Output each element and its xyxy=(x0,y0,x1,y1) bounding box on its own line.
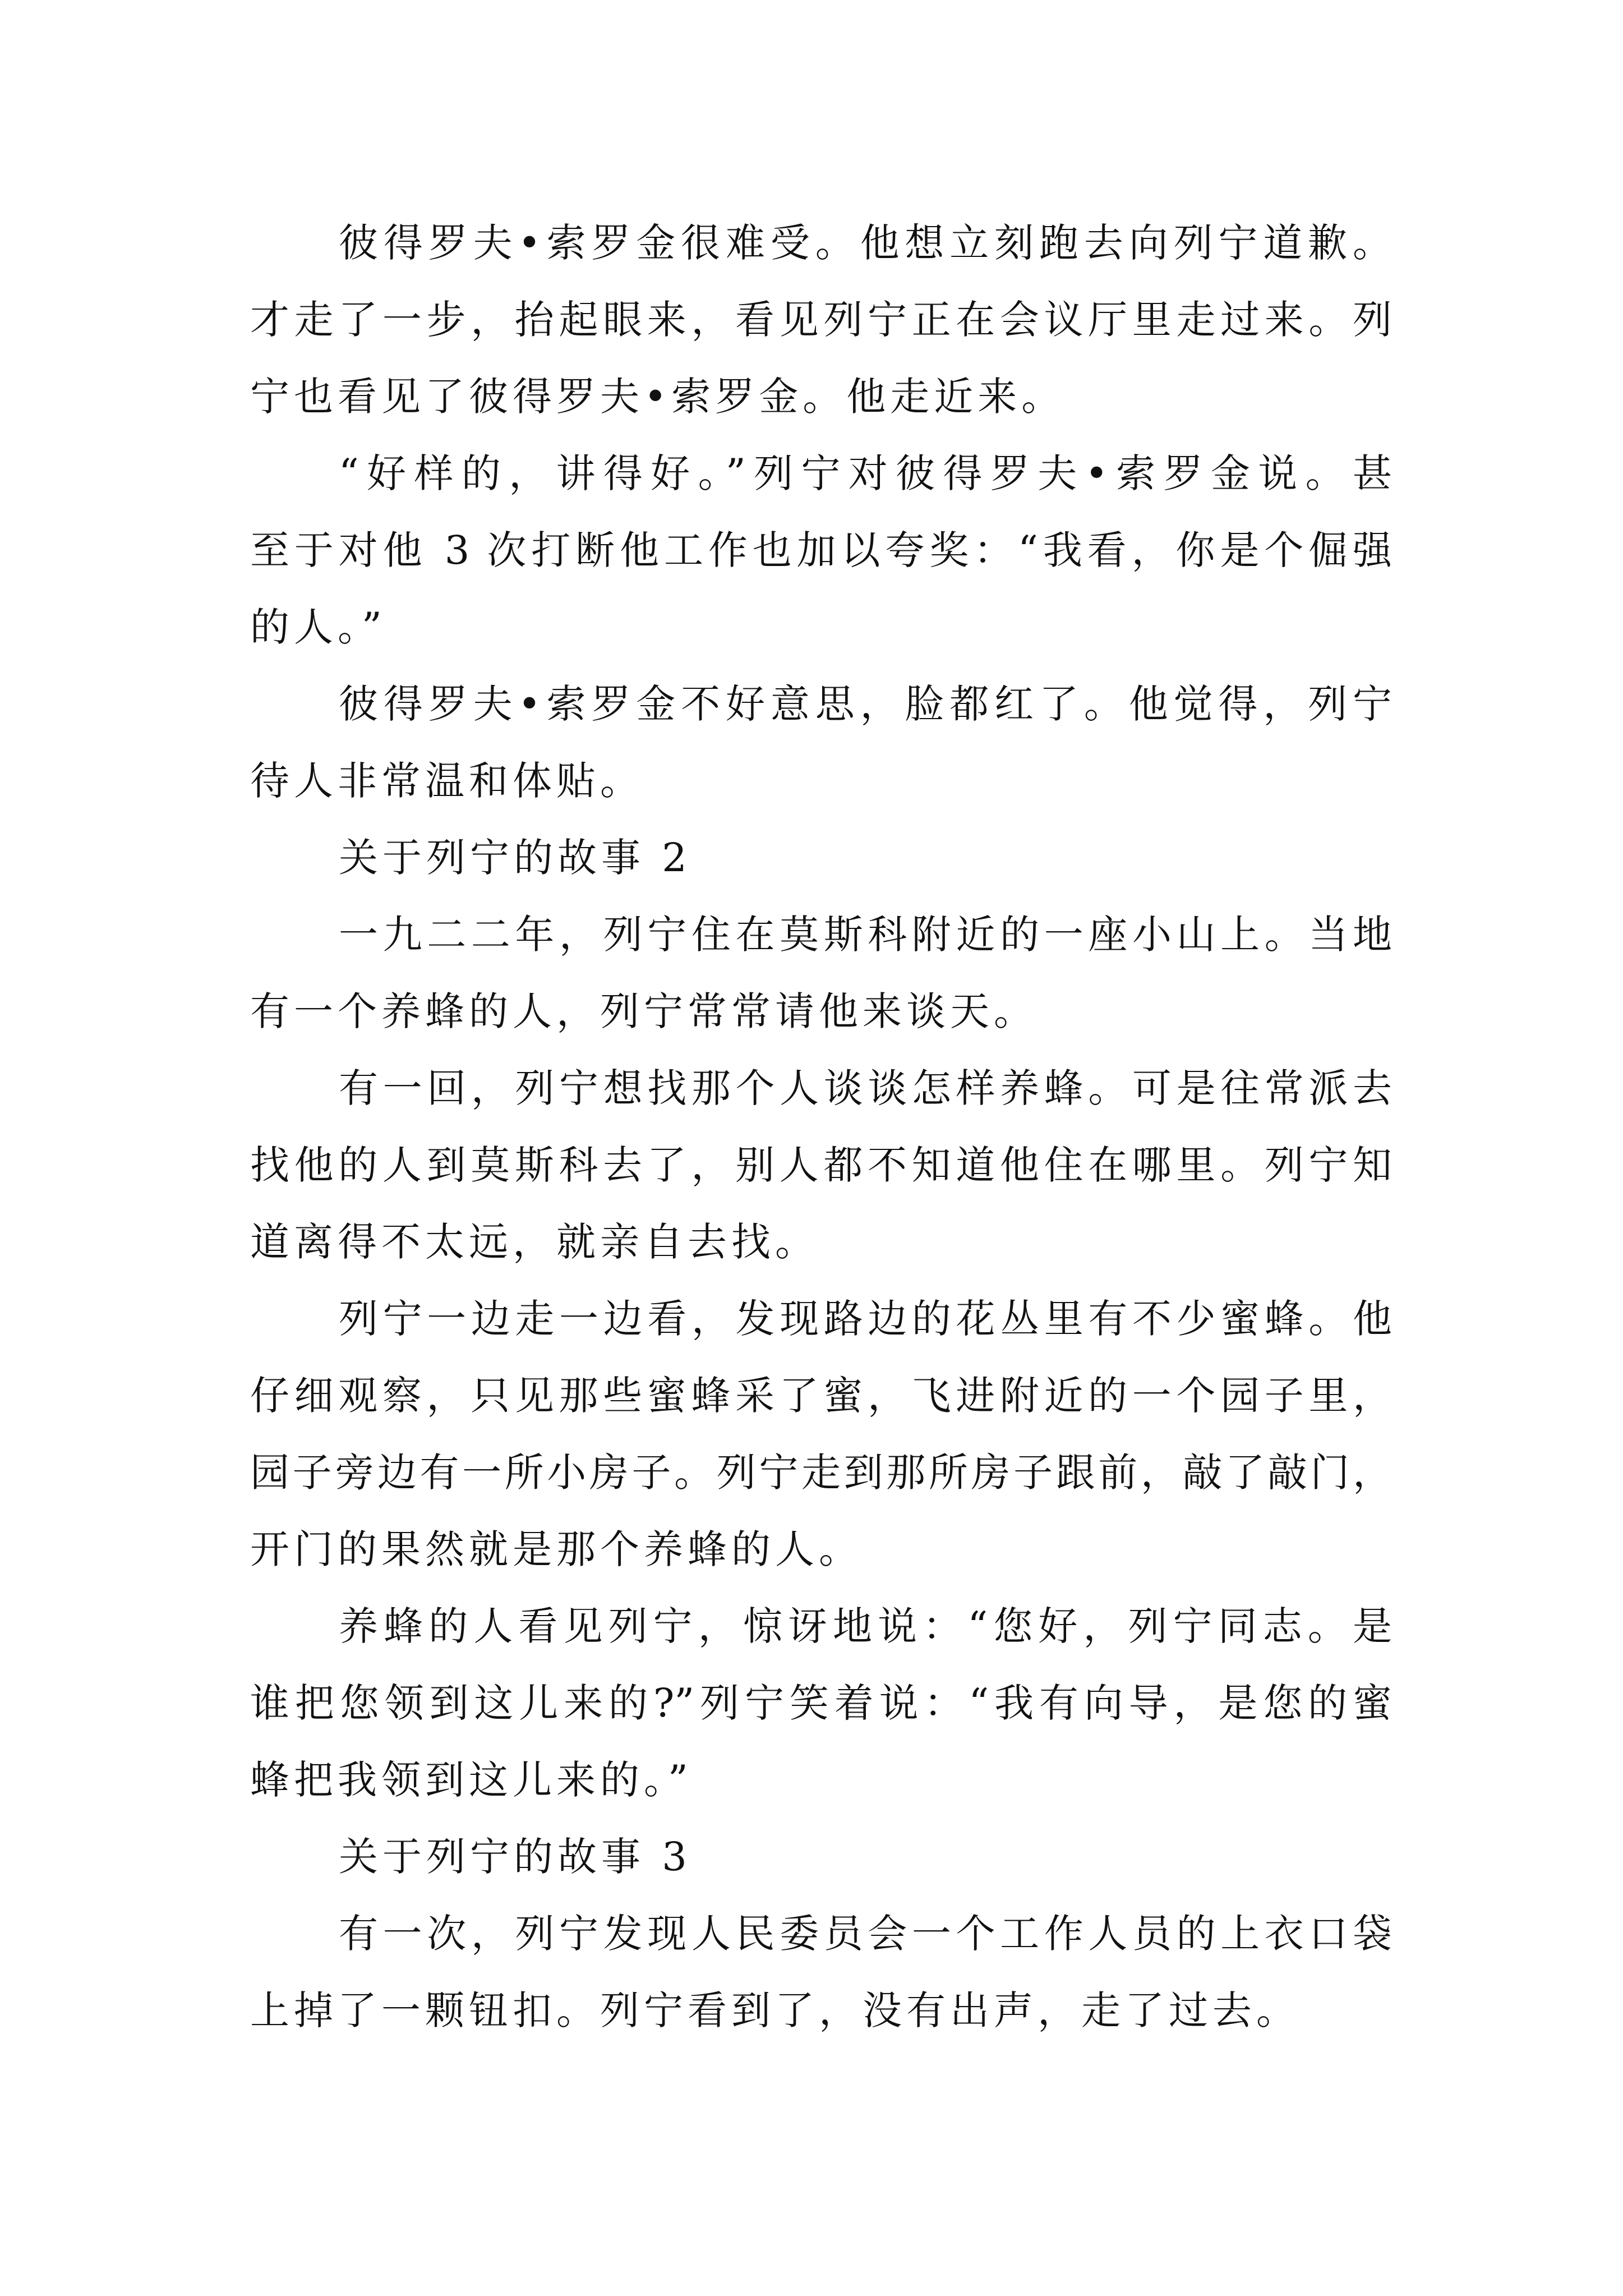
paragraph-line: 有一个养蜂的人，列宁常常请他来谈天。 xyxy=(250,988,1038,1034)
paragraph-line: 列宁一边走一边看，发现路边的花丛里有不少蜜蜂。他 xyxy=(339,1296,1392,1342)
paragraph-line: 有一回，列宁想找那个人谈谈怎样养蜂。可是往常派去 xyxy=(339,1065,1392,1111)
paragraph-line: 至于对他 3 次打断他工作也加以夸奖：“我看，你是个倔强 xyxy=(250,527,1392,573)
paragraph xyxy=(250,1588,1392,1819)
paragraph-line: 一九二二年，列宁住在莫斯科附近的一座小山上。当地 xyxy=(339,912,1392,958)
paragraph-line: 彼得罗夫•索罗金很难受。他想立刻跑去向列宁道歉。 xyxy=(339,220,1392,266)
paragraph-line: 养蜂的人看见列宁，惊讶地说：“您好，列宁同志。是 xyxy=(339,1603,1392,1649)
paragraph-line: 蜂把我领到这儿来的。” xyxy=(250,1757,693,1803)
paragraph-line: 才走了一步，抬起眼来，看见列宁正在会议厅里走过来。列 xyxy=(250,297,1392,343)
paragraph-line: 谁把您领到这儿来的?”列宁笑着说：“我有向导，是您的蜜 xyxy=(250,1680,1392,1726)
paragraph-line: 待人非常温和体贴。 xyxy=(250,758,644,804)
document-body xyxy=(250,205,1392,2049)
paragraph xyxy=(250,896,1392,1050)
paragraph-line: 的人。” xyxy=(250,604,386,650)
paragraph-line: 宁也看见了彼得罗夫•索罗金。他走近来。 xyxy=(250,374,1066,420)
paragraph-line: 开门的果然就是那个养蜂的人。 xyxy=(250,1526,863,1572)
paragraph-line: 彼得罗夫•索罗金不好意思，脸都红了。他觉得，列宁 xyxy=(339,681,1392,727)
paragraph-line: 上掉了一颗钮扣。列宁看到了，没有出声，走了过去。 xyxy=(250,1987,1300,2033)
paragraph-line: 有一次，列宁发现人民委员会一个工作人员的上衣口袋 xyxy=(339,1911,1392,1957)
section-heading xyxy=(250,820,1392,896)
paragraph xyxy=(250,435,1392,666)
paragraph xyxy=(250,666,1392,820)
section-heading-text: 关于列宁的故事 2 xyxy=(339,835,691,881)
paragraph xyxy=(250,205,1392,435)
section-heading-text: 关于列宁的故事 3 xyxy=(339,1834,691,1880)
paragraph-line: “好样的，讲得好。”列宁对彼得罗夫•索罗金说。甚 xyxy=(339,450,1392,496)
paragraph-line: 园子旁边有一所小房子。列宁走到那所房子跟前，敲了敲门， xyxy=(250,1450,1392,1496)
paragraph-line: 道离得不太远，就亲自去找。 xyxy=(250,1219,819,1265)
section-heading xyxy=(250,1819,1392,1895)
paragraph xyxy=(250,1050,1392,1281)
paragraph xyxy=(250,1895,1392,2049)
paragraph-line: 仔细观察，只见那些蜜蜂采了蜜，飞进附近的一个园子里， xyxy=(250,1373,1392,1419)
paragraph-line: 找他的人到莫斯科去了，别人都不知道他住在哪里。列宁知 xyxy=(250,1142,1392,1188)
paragraph xyxy=(250,1281,1392,1588)
